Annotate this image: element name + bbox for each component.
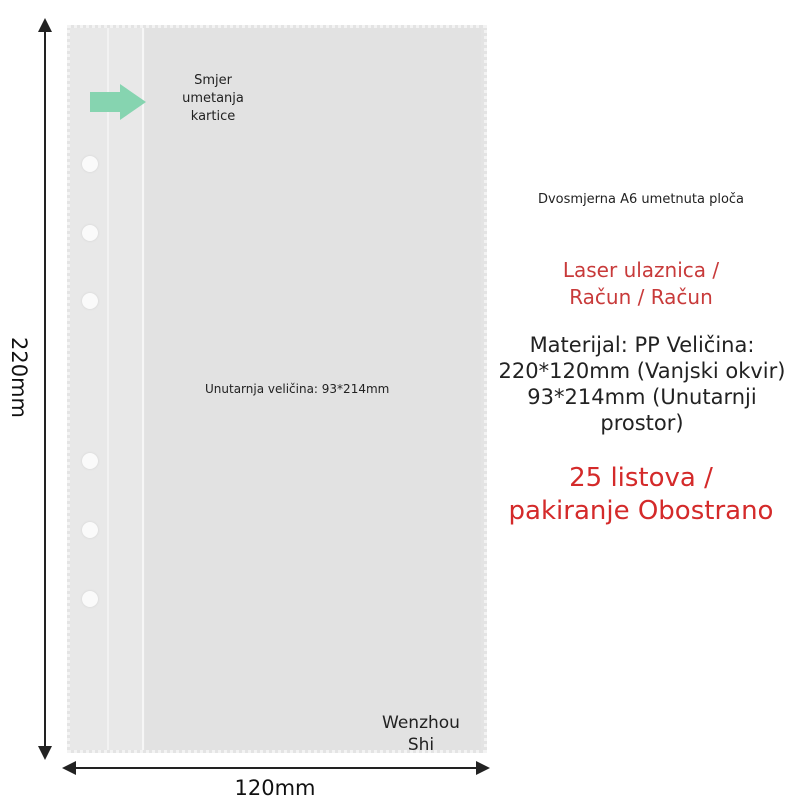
binder-hole <box>82 225 98 241</box>
package-line: 25 listova / <box>569 463 713 493</box>
caption-line: Smjer <box>194 73 232 88</box>
arrow-left-icon <box>62 761 76 775</box>
arrow-up-icon <box>37 18 53 32</box>
width-label: 120mm <box>234 776 316 800</box>
insert-direction-caption <box>165 72 261 126</box>
height-label: 220mm <box>7 337 31 418</box>
material-line: Materijal: PP Veličina: <box>529 333 755 357</box>
usage-line: Laser ulaznica / <box>562 258 720 282</box>
binding-strip-seam <box>107 28 109 750</box>
usage-line: Račun / Račun <box>569 285 713 309</box>
height-dimension-line <box>44 22 46 757</box>
arrow-down-icon <box>37 746 53 760</box>
package-text <box>495 462 787 528</box>
width-dimension-line <box>64 767 488 769</box>
binder-hole <box>82 293 98 309</box>
insert-direction-arrow-icon <box>88 82 148 122</box>
brand-line: Shi <box>407 735 435 755</box>
inner-size-caption: Unutarnja veličina: 93*214mm <box>205 382 390 396</box>
caption-line: kartice <box>190 109 236 124</box>
arrow-right-icon <box>476 761 490 775</box>
material-line: 220*120mm (Vanjski okvir) <box>498 359 786 383</box>
usage-text <box>500 257 782 311</box>
material-line: 93*214mm (Unutarnji <box>527 385 757 409</box>
binder-hole <box>82 522 98 538</box>
caption-line: umetanja <box>182 91 244 106</box>
binder-hole <box>82 453 98 469</box>
material-text <box>492 332 792 436</box>
brand-label <box>362 712 480 756</box>
brand-line: Wenzhou <box>382 713 460 733</box>
material-line: prostor) <box>600 411 684 435</box>
binder-hole <box>82 591 98 607</box>
product-title: Dvosmjerna A6 umetnuta ploča <box>537 192 745 207</box>
package-line: pakiranje Obostrano <box>508 496 774 526</box>
binder-hole <box>82 156 98 172</box>
